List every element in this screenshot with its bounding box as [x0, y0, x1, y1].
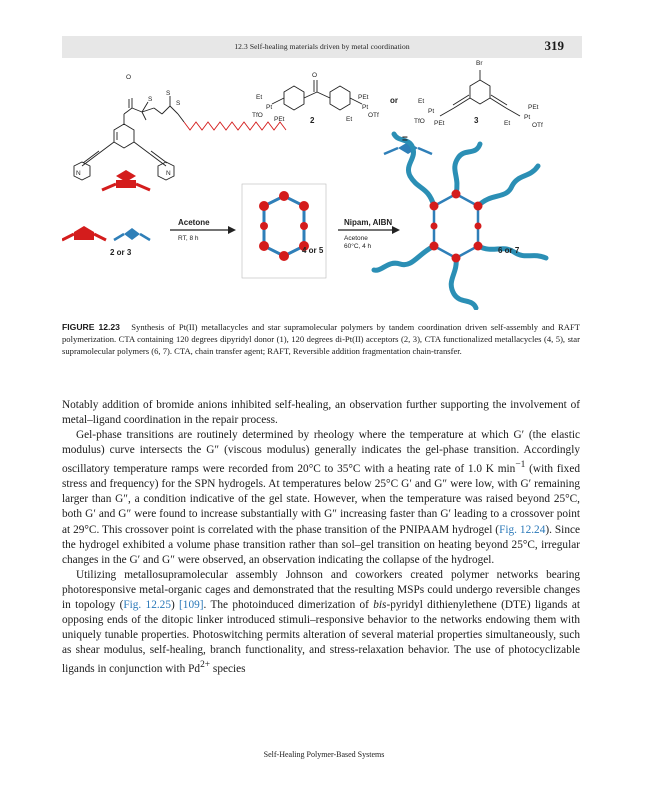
- o-label-1: O: [126, 74, 132, 81]
- et3p-label-2: Et: [346, 116, 353, 123]
- br-label: Br: [476, 60, 483, 67]
- compound-3-structure: [440, 70, 520, 116]
- fig-12-24-link[interactable]: Fig. 12.24: [499, 523, 546, 536]
- figure-artwork: [62, 58, 582, 310]
- metallacycle: [264, 196, 304, 256]
- running-title: 12.3 Self-healing materials driven by metal coordination: [234, 42, 410, 51]
- pet3-label-1: PEt: [274, 116, 285, 123]
- metallacycle-label: 4 or 5: [302, 246, 324, 255]
- star-polymer-label: 6 or 7: [498, 246, 520, 255]
- s-label-2: S: [166, 90, 171, 97]
- s-label-1: S: [148, 96, 153, 103]
- caption-text: Synthesis of Pt(II) metallacycles and star supramolecular polymers by tandem coordination driven self-assembly and RAFT polymerization. CTA containing 120 degrees dipyridyl donor (1), 120 degrees di-Pt(II) acceptors (2, 3), CTA functionalized metallacycles (4, 5), star supramolecular polymers (6, 7). CTA, chain transfer agent; RAFT, Reversible addition fragmentation chain-transfer.: [62, 322, 580, 356]
- o-label-2: O: [312, 72, 318, 79]
- reaction-arrow-2: [338, 226, 400, 234]
- compound-2-structure: [272, 80, 362, 110]
- step1-solvent: Acetone: [178, 218, 210, 227]
- pt-label-3: Pt: [428, 108, 435, 115]
- page-footer: Self-Healing Polymer-Based Systems: [263, 750, 385, 759]
- reactant-label: 2 or 3: [110, 248, 132, 257]
- compound-1-structure: [74, 96, 286, 180]
- et3p-label-4: Et: [504, 120, 511, 127]
- n-label-1: N: [76, 170, 81, 177]
- reaction-arrow-1: [170, 226, 236, 234]
- body-text: [62, 398, 580, 677]
- pet3-label-4: PEt: [528, 104, 539, 111]
- tfo-label-1: TfO: [252, 112, 263, 119]
- page-header: [62, 36, 582, 58]
- fig-12-25-link[interactable]: Fig. 12.25: [123, 598, 171, 611]
- pt-label-2: Pt: [362, 104, 369, 111]
- paragraph-2: Gel-phase transitions are routinely determined by rheology where the temperature at which G′ (the elastic modulus) curve intersects the G″ (viscous modulus) generally indicates the gel-phase transition. Accordingly oscillatory temperature ramps were recorded from 20°C to 35°C with a heating rate of 1.0 K $\min^{-1}$ (with fixed stress and frequency) for the SPN hydrogels. At temperatures below 25°C G′ and G″ were low, with G′ remaining larger than G″, a condition indicative of the gel state. However, when the temperature was raised beyond 25°C, both G′ and G″ were found to increase substantially with G″ increasing faster than G′ leading to a crossover point at 29°C. This crossover point is correlated with the phase transition of the PNIPAAM hydrogel (Fig. 12.24). Since the hydrogel exhibited a volume phase transition rather than sol–gel transition on heating beyond 25°C, irregular changes in the G′ and G″ were observed, an observation indicating the collapse of the hydrogel.: [62, 429, 580, 566]
- figure-id: FIGURE 12.23: [62, 322, 120, 332]
- step2-solvent: Acetone: [344, 235, 368, 242]
- figure-caption: [62, 322, 580, 357]
- pt-label-4: Pt: [524, 114, 531, 121]
- star-polymer-core: [434, 194, 478, 258]
- n-label-2: N: [166, 170, 171, 177]
- reactant-red-unit: [62, 226, 106, 240]
- figure-12-23: [62, 58, 582, 310]
- step2-reagents: Nipam, AIBN: [344, 218, 393, 227]
- red-donor-icon: [102, 170, 150, 190]
- star-polymer-chains: [374, 134, 546, 308]
- compound-2-label: 2: [310, 116, 315, 125]
- paragraph-3: Utilizing metallosupramolecular assembly Johnson and coworkers created polymer networks bearing photoresponsive metal-organic cages and demonstrated that the resulting MSPs could undergo reversible changes in topology (Fig. 12.25) [109]. The photoinduced dimerization of bis-pyridyl dithienylethene (DTE) ligands at opposing ends of the ditopic linker introduced stimuli–responsive behavior to the networks endowing them with uniquely tunable properties. Photoswitching permits alteration of several material properties simultaneously, such as shear modulus, self-healing, branch functionality, and stress-relaxation behavior. The use of photocyclizable ligands in conjunction with $Pd^{2+}$ species: [62, 568, 580, 676]
- compound-3-label: 3: [474, 116, 479, 125]
- pet3-label-3: PEt: [434, 120, 445, 127]
- step2-conditions: 60°C, 4 h: [344, 243, 372, 250]
- or-label: or: [390, 96, 398, 105]
- reference-109-link[interactable]: [109]: [179, 598, 204, 611]
- otf-label-2: OTf: [532, 122, 543, 129]
- s-label-3: S: [176, 100, 181, 107]
- page-number: 319: [544, 38, 564, 53]
- et3p-label-1: Et: [256, 94, 263, 101]
- step1-conditions: RT, 8 h: [178, 235, 199, 242]
- equals-sign: =: [402, 134, 408, 145]
- paragraph-1: Notably addition of bromide anions inhibited self-healing, an observation further supporting the involvement of metal–ligand coordination in the repair process.: [62, 399, 580, 427]
- et3p-label-3: Et: [418, 98, 425, 105]
- star-polymer-nodes: [430, 190, 483, 263]
- otf-label-1: OTf: [368, 112, 379, 119]
- pet3-label-2: PEt: [358, 94, 369, 101]
- reactant-blue-unit: [114, 228, 150, 240]
- pt-label-1: Pt: [266, 104, 273, 111]
- tfo-label-2: TfO: [414, 118, 425, 125]
